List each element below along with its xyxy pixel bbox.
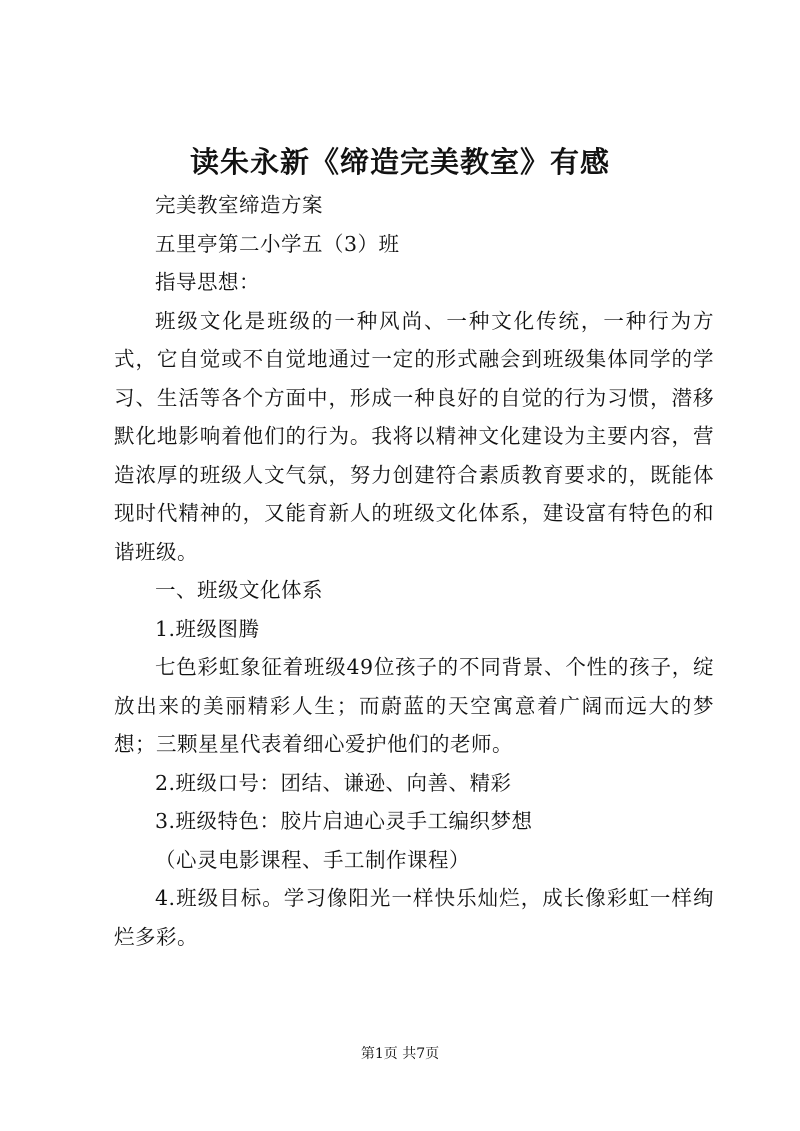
paragraph-guiding-heading: 指导思想： [155,270,260,294]
paragraph-class-totem: 1.班级图腾 [155,616,260,641]
paragraph-school-class: 五里亭第二小学五（3）班 [155,231,400,256]
document-title: 读朱永新《缔造完美教室》有感 [189,145,610,179]
paragraph-class-slogan: 2.班级口号：团结、谦逊、向善、精彩 [155,770,512,795]
paragraph-class-goal: 4.班级目标。学习像阳光一样快乐灿烂，成长像彩虹一样绚烂多彩。 [114,886,714,949]
document-body [114,186,714,956]
paragraph-plan-title: 完美教室缔造方案 [155,193,323,217]
paragraph-guiding-text: 班级文化是班级的一种风尚、一种文化传统，一种行为方式，它自觉或不自觉地通过一定的形式融会到班级集体同学的学习、生活等各个方面中，形成一种良好的自觉的行为习惯，潜移默化地影响着他们的行为。我将以精神文化建设为主要内容，营造浓厚的班级人文气氛，努力创建符合素质教育要求的，既能体现时代精神的，又能育新人的班级文化体系，建设富有特色的和谐班级。 [114,308,714,564]
paragraph-feature-courses: （心灵电影课程、手工制作课程） [155,847,470,872]
paragraph-totem-text: 七色彩虹象征着班级49位孩子的不同背景、个性的孩子，绽放出来的美丽精彩人生；而蔚蓝的天空寓意着广阔而远大的梦想；三颗星星代表着细心爱护他们的老师。 [114,655,714,756]
page-footer: 第1页 共7页 [360,1046,440,1062]
paragraph-section-one: 一、班级文化体系 [155,578,323,602]
paragraph-class-feature: 3.班级特色：胶片启迪心灵手工编织梦想 [155,809,533,833]
